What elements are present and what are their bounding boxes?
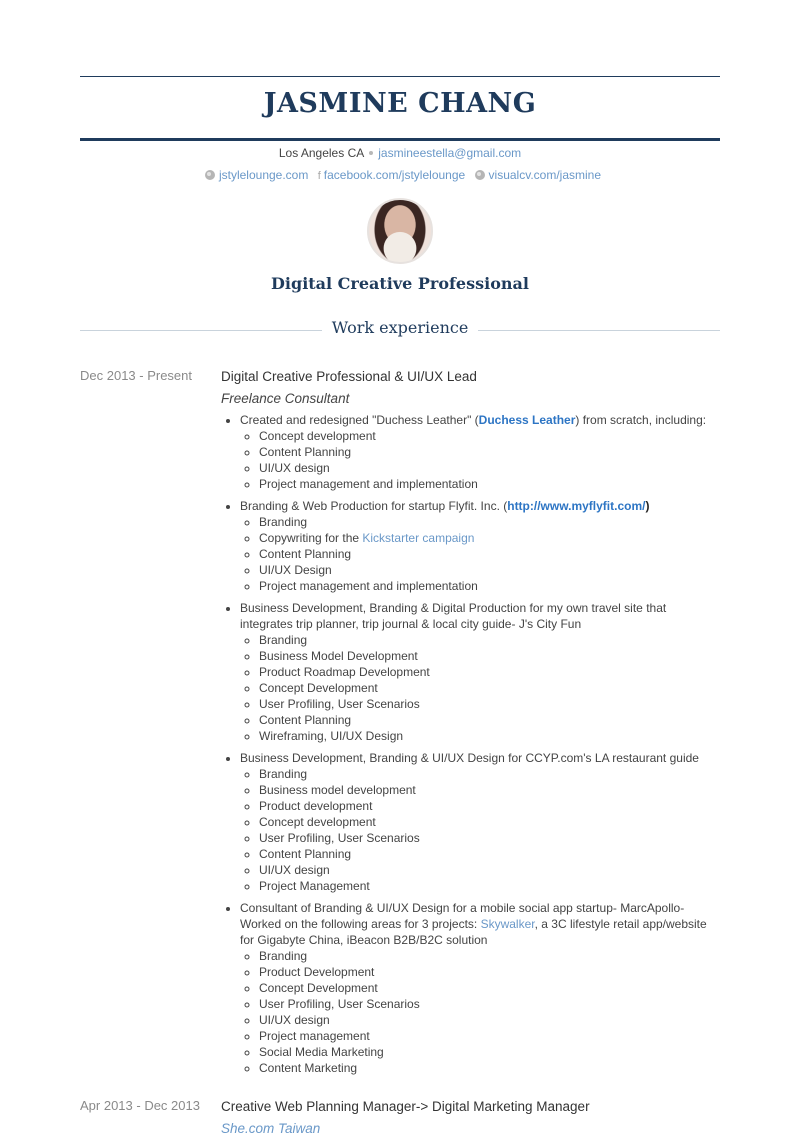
professional-headline: Digital Creative Professional (271, 274, 529, 293)
list-item: ◦ UI/UX Design (259, 562, 720, 578)
list-item: ◦ User Profiling, User Scenarios (259, 996, 720, 1012)
globe-icon (205, 170, 215, 180)
job-details (221, 1098, 720, 1142)
candidate-name: JASMINE CHANG (263, 88, 537, 119)
list-item: ◦ Project Management (259, 878, 720, 894)
sub-list (259, 632, 720, 744)
contact-row-primary (80, 146, 720, 160)
list-item: ◦ Content Planning (259, 712, 720, 728)
duchess-leather-link[interactable]: Duchess Leather (478, 413, 576, 427)
separator-dot-icon (369, 151, 373, 155)
contact-row-links (80, 168, 720, 182)
list-item: ◦ Concept Development (259, 980, 720, 996)
list-item: ◦ Branding (259, 632, 720, 648)
list-item: ◦ Business model development (259, 782, 720, 798)
list-item: ◦ Project management (259, 1028, 720, 1044)
list-item: ◦ Product Development (259, 964, 720, 980)
facebook-link[interactable]: facebook.com/jstylelounge (323, 168, 466, 182)
location-text: Los Angeles CA (278, 146, 365, 160)
section-divider (80, 330, 322, 331)
list-item: ◦ Product development (259, 798, 720, 814)
kickstarter-link[interactable]: Kickstarter campaign (362, 531, 475, 545)
section-divider (478, 330, 720, 331)
header-bottom-rule (80, 138, 720, 141)
sub-list (259, 428, 720, 492)
facebook-icon: f (317, 170, 321, 182)
job-company: She.com Taiwan (221, 1121, 321, 1136)
skywalker-link[interactable]: Skywalker (480, 917, 535, 931)
sub-list (259, 766, 720, 894)
list-item: • Created and redesigned "Duchess Leather" (Duchess Leather) from scratch, including: ◦ Concept development ◦ Content Planning ◦ UI/UX design ◦ Project management and implementation (240, 412, 720, 492)
section-title-text: Work experience (331, 318, 469, 337)
list-item: ◦ Business Model Development (259, 648, 720, 664)
list-item: ◦ Content Planning (259, 846, 720, 862)
sub-list (259, 948, 720, 1076)
job-date: Dec 2013 - Present (80, 368, 193, 383)
section-heading-work (80, 316, 720, 340)
list-item: ◦ Wireframing, UI/UX Design (259, 728, 720, 744)
list-item: ◦ Branding (259, 766, 720, 782)
list-item: • Business Development, Branding & UI/UX Design for CCYP.com's LA restaurant guide ◦ Branding ◦ Business model development ◦ Product development ◦ Concept development ◦ User Profiling, User Scenarios ◦ Content Planning ◦ UI/UX design ◦ Project Management (240, 750, 720, 894)
list-item: ◦ UI/UX design (259, 460, 720, 476)
job-title: Digital Creative Professional & UI/UX Lead (221, 369, 477, 384)
email-link[interactable]: jasmineestella@gmail.com (378, 146, 522, 160)
globe-icon (475, 170, 485, 180)
list-item: ◦ Branding (259, 948, 720, 964)
list-item: ◦ UI/UX design (259, 1012, 720, 1028)
list-item: ◦ Concept Development (259, 680, 720, 696)
website-link[interactable]: jstylelounge.com (218, 168, 309, 182)
list-item: ◦ UI/UX design (259, 862, 720, 878)
list-item: • Consultant of Branding & UI/UX Design for a mobile social app startup- MarcApollo- Worked on the following areas for 3 projects: Skywalker, a 3C lifestyle retail app/website for Gigabyte China, iBeacon B2B/B2C solution ◦ Branding ◦ Product Development ◦ Concept Development ◦ User Profiling, User Scenarios ◦ UI/UX design ◦ Project management ◦ Social Media Marketing ◦ Content Marketing (240, 900, 720, 1076)
list-item: ◦ User Profiling, User Scenarios (259, 830, 720, 846)
job-date: Apr 2013 - Dec 2013 (80, 1098, 200, 1113)
job-title: Creative Web Planning Manager-> Digital Marketing Manager (221, 1099, 590, 1114)
list-item: ◦ User Profiling, User Scenarios (259, 696, 720, 712)
list-item: ◦ Concept development (259, 428, 720, 444)
list-item: ◦ Project management and implementation (259, 578, 720, 594)
list-item: ◦ Social Media Marketing (259, 1044, 720, 1060)
header-top-rule (80, 76, 720, 77)
list-item: ◦ Branding (259, 514, 720, 530)
profile-photo (367, 198, 433, 264)
job-company: Freelance Consultant (221, 391, 350, 406)
visualcv-link[interactable]: visualcv.com/jasmine (488, 168, 602, 182)
list-item: • Branding & Web Production for startup Flyfit. Inc. (http://www.myflyfit.com/) ◦ Branding ◦ Copywriting for the Kickstarter campaign ◦ Content Planning ◦ UI/UX Design ◦ Project management and implementation (240, 498, 720, 594)
list-item: ◦ Content Planning (259, 444, 720, 460)
list-item: ◦ Content Marketing (259, 1060, 720, 1076)
job-details (221, 368, 720, 1082)
list-item: ◦ Project management and implementation (259, 476, 720, 492)
list-item: ◦ Product Roadmap Development (259, 664, 720, 680)
myflyfit-link[interactable]: http://www.myflyfit.com/ (507, 499, 646, 513)
job-responsibilities (240, 412, 720, 1076)
list-item: • Business Development, Branding & Digital Production for my own travel site that integrates trip planner, trip journal & local city guide- J's City Fun ◦ Branding ◦ Business Model Development ◦ Product Roadmap Development ◦ Concept Development ◦ User Profiling, User Scenarios ◦ Content Planning ◦ Wireframing, UI/UX Design (240, 600, 720, 744)
list-item: ◦ Copywriting for the Kickstarter campaign (259, 530, 720, 546)
list-item: ◦ Concept development (259, 814, 720, 830)
sub-list (259, 514, 720, 594)
list-item: ◦ Content Planning (259, 546, 720, 562)
